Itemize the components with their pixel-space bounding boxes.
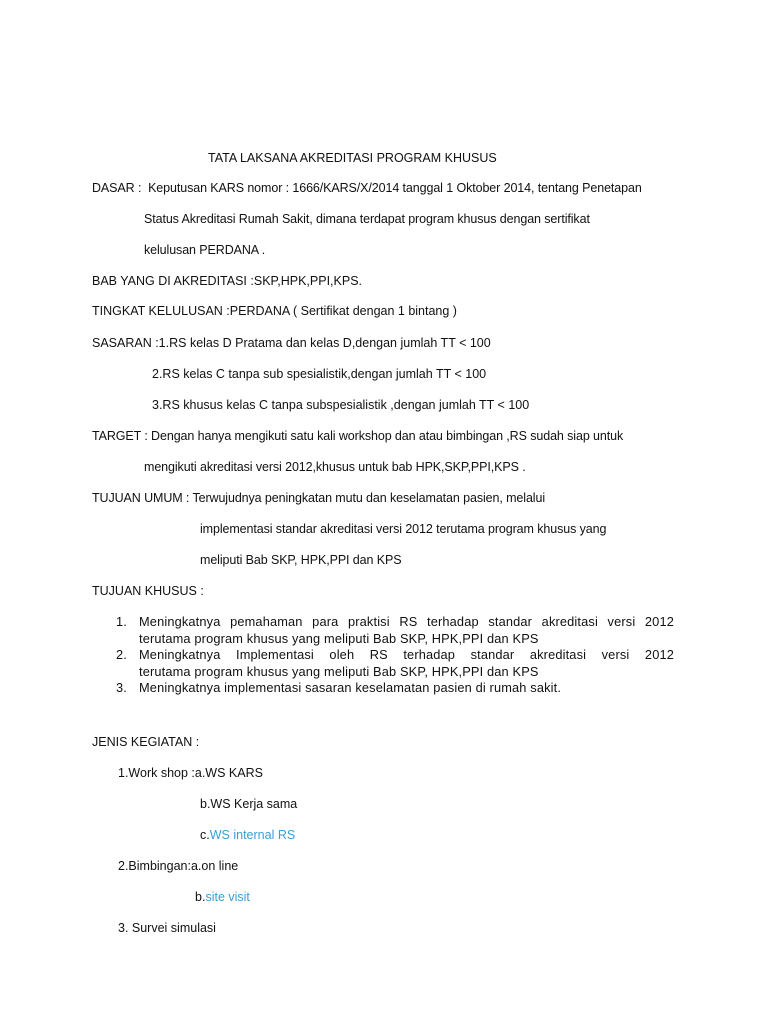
survei-simulasi: 3. Survei simulasi xyxy=(118,921,216,935)
workshop-b: b.WS Kerja sama xyxy=(200,797,298,811)
target-line-1: TARGET : Dengan hanya mengikuti satu kali workshop dan atau bimbingan ,RS sudah siap untuk xyxy=(92,429,624,443)
workshop-c-prefix: c. xyxy=(200,828,210,842)
list-item-line-2: terutama program khusus yang meliputi Bab SKP, HPK,PPI dan KPS xyxy=(139,663,539,679)
list-item xyxy=(92,647,674,680)
list-item xyxy=(92,680,674,697)
list-item-line-1: Meningkatnya Implementasi oleh RS terhadap standar akreditasi versi 2012 xyxy=(139,647,674,662)
bimbingan-b-prefix: b. xyxy=(195,890,206,904)
site-visit-link[interactable]: site visit xyxy=(205,890,250,904)
list-item-number: 1. xyxy=(116,614,127,629)
list-item-line-1: Meningkatnya pemahaman para praktisi RS terhadap standar akreditasi versi 2012 xyxy=(139,614,674,629)
list-item-line-2: terutama program khusus yang meliputi Bab SKP, HPK,PPI dan KPS xyxy=(139,630,539,646)
sasaran-line-3: 3.RS khusus kelas C tanpa subspesialistik ,dengan jumlah TT < 100 xyxy=(152,398,530,412)
jenis-kegiatan-heading: JENIS KEGIATAN : xyxy=(92,735,200,749)
list-item-number: 3. xyxy=(116,680,127,695)
dasar-line-2: Status Akreditasi Rumah Sakit, dimana terdapat program khusus dengan sertifikat xyxy=(144,212,590,226)
tujuan-umum-line-3: meliputi Bab SKP, HPK,PPI dan KPS xyxy=(200,553,402,567)
list-item-line-1: Meningkatnya implementasi sasaran keselamatan pasien di rumah sakit. xyxy=(139,680,562,695)
tingkat-kelulusan: TINGKAT KELULUSAN :PERDANA ( Sertifikat dengan 1 bintang ) xyxy=(92,304,457,318)
page-title: TATA LAKSANA AKREDITASI PROGRAM KHUSUS xyxy=(208,151,497,165)
dasar-line-1 xyxy=(92,180,642,196)
tujuan-umum-line-2: implementasi standar akreditasi versi 2012 terutama program khusus yang xyxy=(200,522,607,536)
sasaran-line-1: SASARAN :1.RS kelas D Pratama dan kelas D,dengan jumlah TT < 100 xyxy=(92,336,491,350)
dasar-label: DASAR : xyxy=(92,181,142,195)
workshop-c xyxy=(200,827,295,843)
tujuan-umum-line-1: TUJUAN UMUM : Terwujudnya peningkatan mutu dan keselamatan pasien, melalui xyxy=(92,491,546,505)
list-item-number: 2. xyxy=(116,647,127,662)
workshop-line: 1.Work shop :a.WS KARS xyxy=(118,766,263,780)
dasar-line-3: kelulusan PERDANA . xyxy=(144,243,266,257)
tujuan-khusus-heading: TUJUAN KHUSUS : xyxy=(92,584,204,598)
bab-akreditasi: BAB YANG DI AKREDITASI :SKP,HPK,PPI,KPS. xyxy=(92,274,363,288)
ws-internal-rs-link[interactable]: WS internal RS xyxy=(209,828,296,842)
dasar-text-1: Keputusan KARS nomor : 1666/KARS/X/2014 tanggal 1 Oktober 2014, tentang Penetapan xyxy=(148,181,642,195)
sasaran-line-2: 2.RS kelas C tanpa sub spesialistik,dengan jumlah TT < 100 xyxy=(152,367,487,381)
bimbingan-line: 2.Bimbingan:a.on line xyxy=(118,859,239,873)
list-item xyxy=(92,614,674,647)
target-line-2: mengikuti akreditasi versi 2012,khusus untuk bab HPK,SKP,PPI,KPS . xyxy=(144,460,526,474)
bimbingan-b xyxy=(195,889,250,905)
tujuan-khusus-list xyxy=(92,614,674,697)
